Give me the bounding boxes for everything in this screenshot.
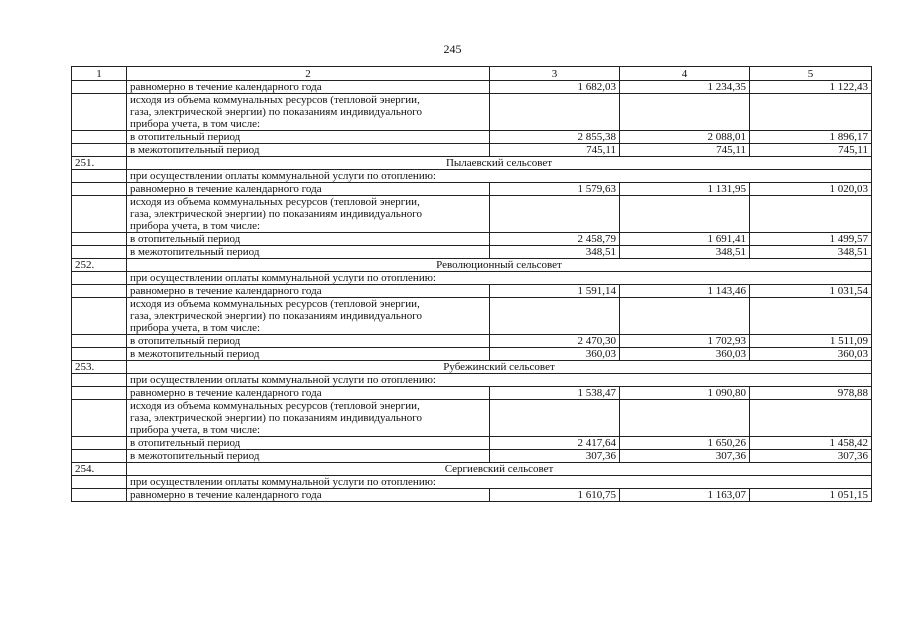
value-cell: 1 499,57 xyxy=(750,233,872,246)
value-cell: 1 131,95 xyxy=(620,183,750,196)
row-label: при осуществлении оплаты коммунальной услуги по отоплению: xyxy=(127,272,872,285)
row-number xyxy=(72,285,127,298)
value-cell: 2 088,01 xyxy=(620,131,750,144)
value-cell: 1 031,54 xyxy=(750,285,872,298)
value-cell: 348,51 xyxy=(750,246,872,259)
row-number xyxy=(72,246,127,259)
row-number xyxy=(72,81,127,94)
value-cell: 1 511,09 xyxy=(750,335,872,348)
row-label: равномерно в течение календарного года xyxy=(127,489,490,502)
value-cell xyxy=(750,400,872,437)
value-cell: 2 417,64 xyxy=(490,437,620,450)
section-row xyxy=(72,463,872,476)
row-label: равномерно в течение календарного года xyxy=(127,285,490,298)
value-cell: 360,03 xyxy=(490,348,620,361)
row-label-line: газа, электрической энергии) по показаниям индивидуального xyxy=(130,310,422,322)
value-cell: 1 143,46 xyxy=(620,285,750,298)
row-number xyxy=(72,144,127,157)
row-number xyxy=(72,450,127,463)
value-cell: 1 458,42 xyxy=(750,437,872,450)
value-cell: 1 020,03 xyxy=(750,183,872,196)
page-number: 245 xyxy=(443,42,462,56)
row-label xyxy=(127,196,490,233)
value-cell xyxy=(750,298,872,335)
table-row xyxy=(72,400,872,437)
row-label-line: исходя из объема коммунальных ресурсов (тепловой энергии, xyxy=(130,196,420,208)
value-cell: 745,11 xyxy=(620,144,750,157)
row-label-line: прибора учета, в том числе: xyxy=(130,220,261,232)
table-row xyxy=(72,183,872,196)
row-label: в отопительный период xyxy=(127,335,490,348)
value-cell: 307,36 xyxy=(620,450,750,463)
row-number xyxy=(72,183,127,196)
value-cell: 360,03 xyxy=(620,348,750,361)
column-header: 4 xyxy=(620,67,750,81)
row-label-line: исходя из объема коммунальных ресурсов (тепловой энергии, xyxy=(130,298,420,310)
value-cell: 348,51 xyxy=(490,246,620,259)
row-number xyxy=(72,298,127,335)
value-cell: 1 234,35 xyxy=(620,81,750,94)
value-cell: 1 682,03 xyxy=(490,81,620,94)
table-row xyxy=(72,94,872,131)
row-label: в отопительный период xyxy=(127,131,490,144)
value-cell: 1 051,15 xyxy=(750,489,872,502)
row-label-line: газа, электрической энергии) по показаниям индивидуального xyxy=(130,208,422,220)
table-row xyxy=(72,144,872,157)
section-title: Рубежинский сельсовет xyxy=(127,361,872,374)
row-label: равномерно в течение календарного года xyxy=(127,183,490,196)
row-label: при осуществлении оплаты коммунальной услуги по отоплению: xyxy=(127,374,872,387)
row-number xyxy=(72,400,127,437)
value-cell: 1 650,26 xyxy=(620,437,750,450)
row-label xyxy=(127,298,490,335)
table-row xyxy=(72,196,872,233)
row-label-line: газа, электрической энергии) по показаниям индивидуального xyxy=(130,106,422,118)
row-number: 253. xyxy=(72,361,127,374)
value-cell: 978,88 xyxy=(750,387,872,400)
row-label-line: прибора учета, в том числе: xyxy=(130,322,261,334)
value-cell xyxy=(620,298,750,335)
row-number: 251. xyxy=(72,157,127,170)
row-number xyxy=(72,170,127,183)
row-label-line: исходя из объема коммунальных ресурсов (тепловой энергии, xyxy=(130,400,420,412)
row-label-line: прибора учета, в том числе: xyxy=(130,424,261,436)
value-cell xyxy=(490,298,620,335)
section-title: Сергиевский сельсовет xyxy=(127,463,872,476)
column-header: 3 xyxy=(490,67,620,81)
row-label-line: исходя из объема коммунальных ресурсов (тепловой энергии, xyxy=(130,94,420,106)
value-cell: 307,36 xyxy=(750,450,872,463)
row-number xyxy=(72,196,127,233)
row-label: равномерно в течение календарного года xyxy=(127,387,490,400)
value-cell: 1 090,80 xyxy=(620,387,750,400)
value-cell: 307,36 xyxy=(490,450,620,463)
row-label: в межотопительный период xyxy=(127,144,490,157)
table-row xyxy=(72,489,872,502)
row-label-line: газа, электрической энергии) по показаниям индивидуального xyxy=(130,412,422,424)
value-cell xyxy=(620,196,750,233)
row-number xyxy=(72,233,127,246)
value-cell xyxy=(490,94,620,131)
value-cell xyxy=(750,196,872,233)
value-cell: 2 470,30 xyxy=(490,335,620,348)
table-row xyxy=(72,81,872,94)
table-row xyxy=(72,285,872,298)
value-cell: 348,51 xyxy=(620,246,750,259)
value-cell: 1 691,41 xyxy=(620,233,750,246)
value-cell xyxy=(620,400,750,437)
row-number xyxy=(72,476,127,489)
row-label: в межотопительный период xyxy=(127,246,490,259)
value-cell xyxy=(490,400,620,437)
row-label-line: прибора учета, в том числе: xyxy=(130,118,261,130)
section-row xyxy=(72,361,872,374)
value-cell: 2 458,79 xyxy=(490,233,620,246)
row-label: при осуществлении оплаты коммунальной услуги по отоплению: xyxy=(127,476,872,489)
value-cell: 1 702,93 xyxy=(620,335,750,348)
column-header-row xyxy=(72,67,872,81)
value-cell: 745,11 xyxy=(490,144,620,157)
value-cell: 2 855,38 xyxy=(490,131,620,144)
row-number xyxy=(72,489,127,502)
value-cell: 1 610,75 xyxy=(490,489,620,502)
value-cell: 1 538,47 xyxy=(490,387,620,400)
value-cell: 1 122,43 xyxy=(750,81,872,94)
row-number xyxy=(72,94,127,131)
value-cell: 1 591,14 xyxy=(490,285,620,298)
row-number: 254. xyxy=(72,463,127,476)
tariff-table xyxy=(71,66,872,502)
row-label xyxy=(127,94,490,131)
row-label: равномерно в течение календарного года xyxy=(127,81,490,94)
table-row xyxy=(72,374,872,387)
section-row xyxy=(72,259,872,272)
row-number xyxy=(72,272,127,285)
value-cell: 1 579,63 xyxy=(490,183,620,196)
value-cell xyxy=(750,94,872,131)
table-row xyxy=(72,131,872,144)
column-header: 1 xyxy=(72,67,127,81)
row-number xyxy=(72,348,127,361)
table-row xyxy=(72,335,872,348)
row-label xyxy=(127,400,490,437)
row-number: 252. xyxy=(72,259,127,272)
value-cell: 1 896,17 xyxy=(750,131,872,144)
table-row xyxy=(72,233,872,246)
table-row xyxy=(72,246,872,259)
table-row xyxy=(72,387,872,400)
row-number xyxy=(72,387,127,400)
column-header: 5 xyxy=(750,67,872,81)
value-cell xyxy=(490,196,620,233)
row-label: в межотопительный период xyxy=(127,348,490,361)
row-label: в отопительный период xyxy=(127,233,490,246)
row-label: в отопительный период xyxy=(127,437,490,450)
value-cell: 1 163,07 xyxy=(620,489,750,502)
value-cell: 360,03 xyxy=(750,348,872,361)
table-row xyxy=(72,298,872,335)
table-row xyxy=(72,348,872,361)
column-header: 2 xyxy=(127,67,490,81)
row-number xyxy=(72,335,127,348)
value-cell: 745,11 xyxy=(750,144,872,157)
row-number xyxy=(72,437,127,450)
row-label: в межотопительный период xyxy=(127,450,490,463)
row-number xyxy=(72,131,127,144)
table-row xyxy=(72,437,872,450)
table-row xyxy=(72,476,872,489)
row-label: при осуществлении оплаты коммунальной услуги по отоплению: xyxy=(127,170,872,183)
table-body xyxy=(72,67,872,502)
table-row xyxy=(72,272,872,285)
row-number xyxy=(72,374,127,387)
section-title: Революционный сельсовет xyxy=(127,259,872,272)
table-row xyxy=(72,450,872,463)
value-cell xyxy=(620,94,750,131)
section-row xyxy=(72,157,872,170)
table-row xyxy=(72,170,872,183)
section-title: Пылаевский сельсовет xyxy=(127,157,872,170)
